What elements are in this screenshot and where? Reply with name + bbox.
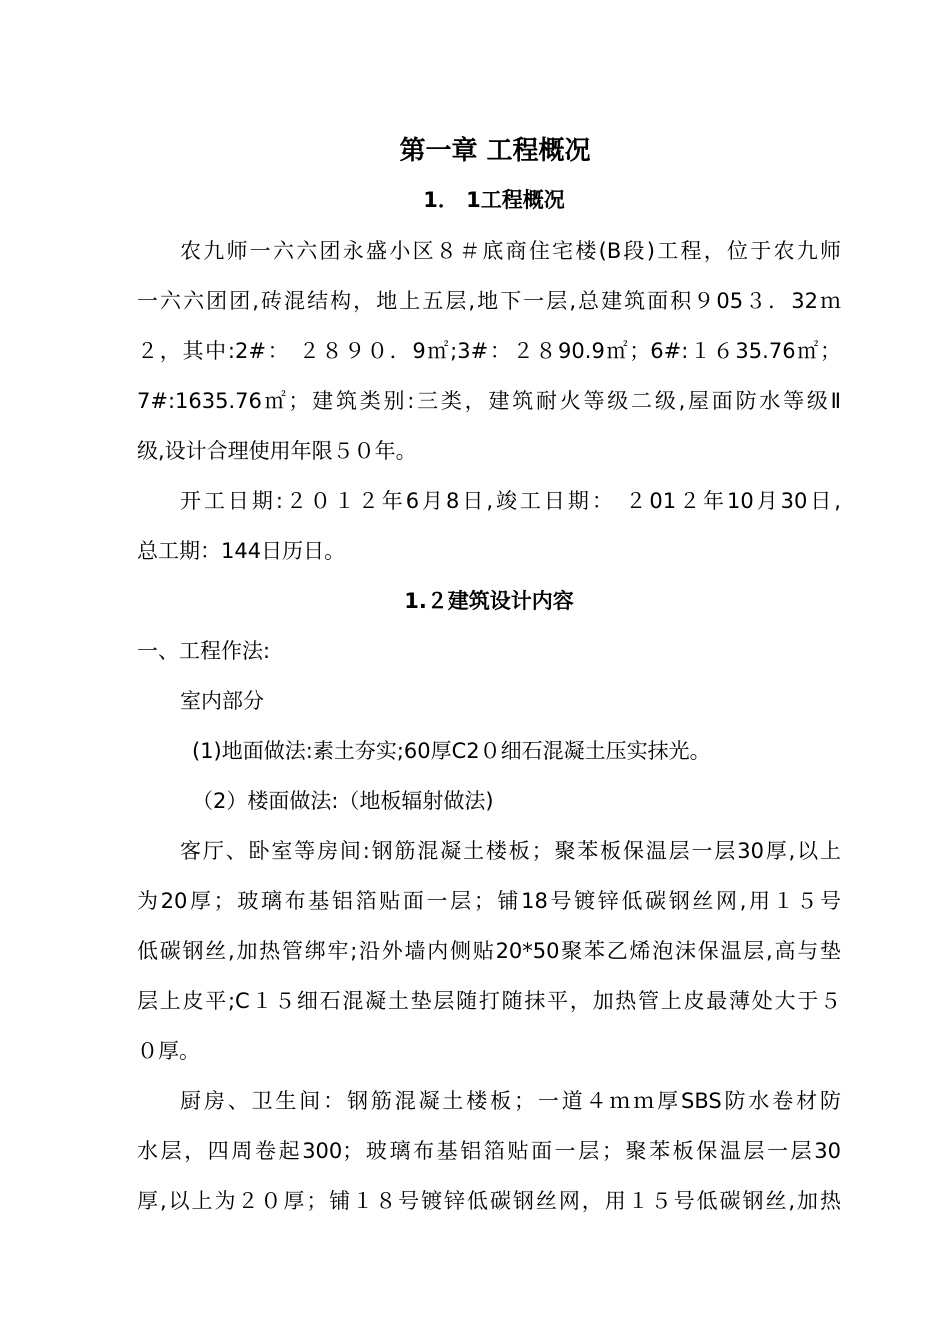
kitchen-line-1: 厨房、卫生间：钢筋混凝土楼板；一道４ｍｍ厚SBS防水卷材防 [180, 1089, 841, 1113]
living-line-3: 低碳钢丝,加热管绑牢;沿外墙内侧贴20*50聚苯乙烯泡沫保温层,高与垫 [137, 939, 841, 963]
overview-line-2: 一六六团团,砖混结构，地上五层,地下一层,总建筑面积９05３．32ｍ [137, 289, 841, 313]
floor-item-1: (1)地面做法:素土夯实;60厚C2０细石混凝土压实抹光。 [192, 739, 711, 763]
chapter-title: 第一章 工程概况 [399, 136, 591, 166]
kitchen-line-3: 厚,以上为２０厚；铺１８号镀锌低碳钢丝网，用１５号低碳钢丝,加热 [137, 1189, 841, 1213]
living-line-2: 为20厚；玻璃布基铝箔贴面一层；铺18号镀锌低碳钢丝网,用１５号 [137, 889, 841, 913]
overview-line-5: 级,设计合理使用年限５０年。 [137, 439, 417, 463]
living-line-4: 层上皮平;C１５细石混凝土垫层随打随抹平，加热管上皮最薄处大于５ [137, 989, 841, 1013]
practice-heading: 一、工程作法: [137, 639, 271, 663]
overview-line-3: ２，其中:2#： ２８９０．9㎡;3#：２８90.9㎡；6#:１６35.76㎡； [137, 339, 841, 363]
section-title-1-2: 1.２建筑设计内容 [404, 589, 574, 613]
kitchen-paragraph [137, 1076, 841, 1226]
overview-line-1: 农九师一六六团永盛小区８＃底商住宅楼(B段)工程，位于农九师 [180, 239, 841, 263]
overview-paragraph [137, 226, 841, 476]
floor-item-2: （2）楼面做法:（地板辐射做法) [192, 789, 494, 813]
living-line-1: 客厅、卧室等房间:钢筋混凝土楼板；聚苯板保温层一层30厚,以上 [180, 839, 841, 863]
section-title-1-1: 1． 1工程概况 [423, 188, 565, 212]
indoor-heading: 室内部分 [180, 689, 264, 713]
document-body [137, 128, 841, 1226]
living-line-5: ０厚。 [137, 1039, 200, 1063]
schedule-paragraph [137, 476, 841, 576]
living-rooms-paragraph [137, 826, 841, 1076]
kitchen-line-2: 水层，四周卷起300；玻璃布基铝箔贴面一层；聚苯板保温层一层30 [137, 1139, 841, 1163]
schedule-line-1: 开工日期:２０１２年6月8日,竣工日期： ２01２年10月30日, [180, 489, 841, 513]
overview-line-4: 7#:1635.76㎡；建筑类别:三类，建筑耐火等级二级,屋面防水等级Ⅱ [137, 389, 841, 413]
schedule-line-2: 总工期：144日历日。 [137, 539, 346, 563]
